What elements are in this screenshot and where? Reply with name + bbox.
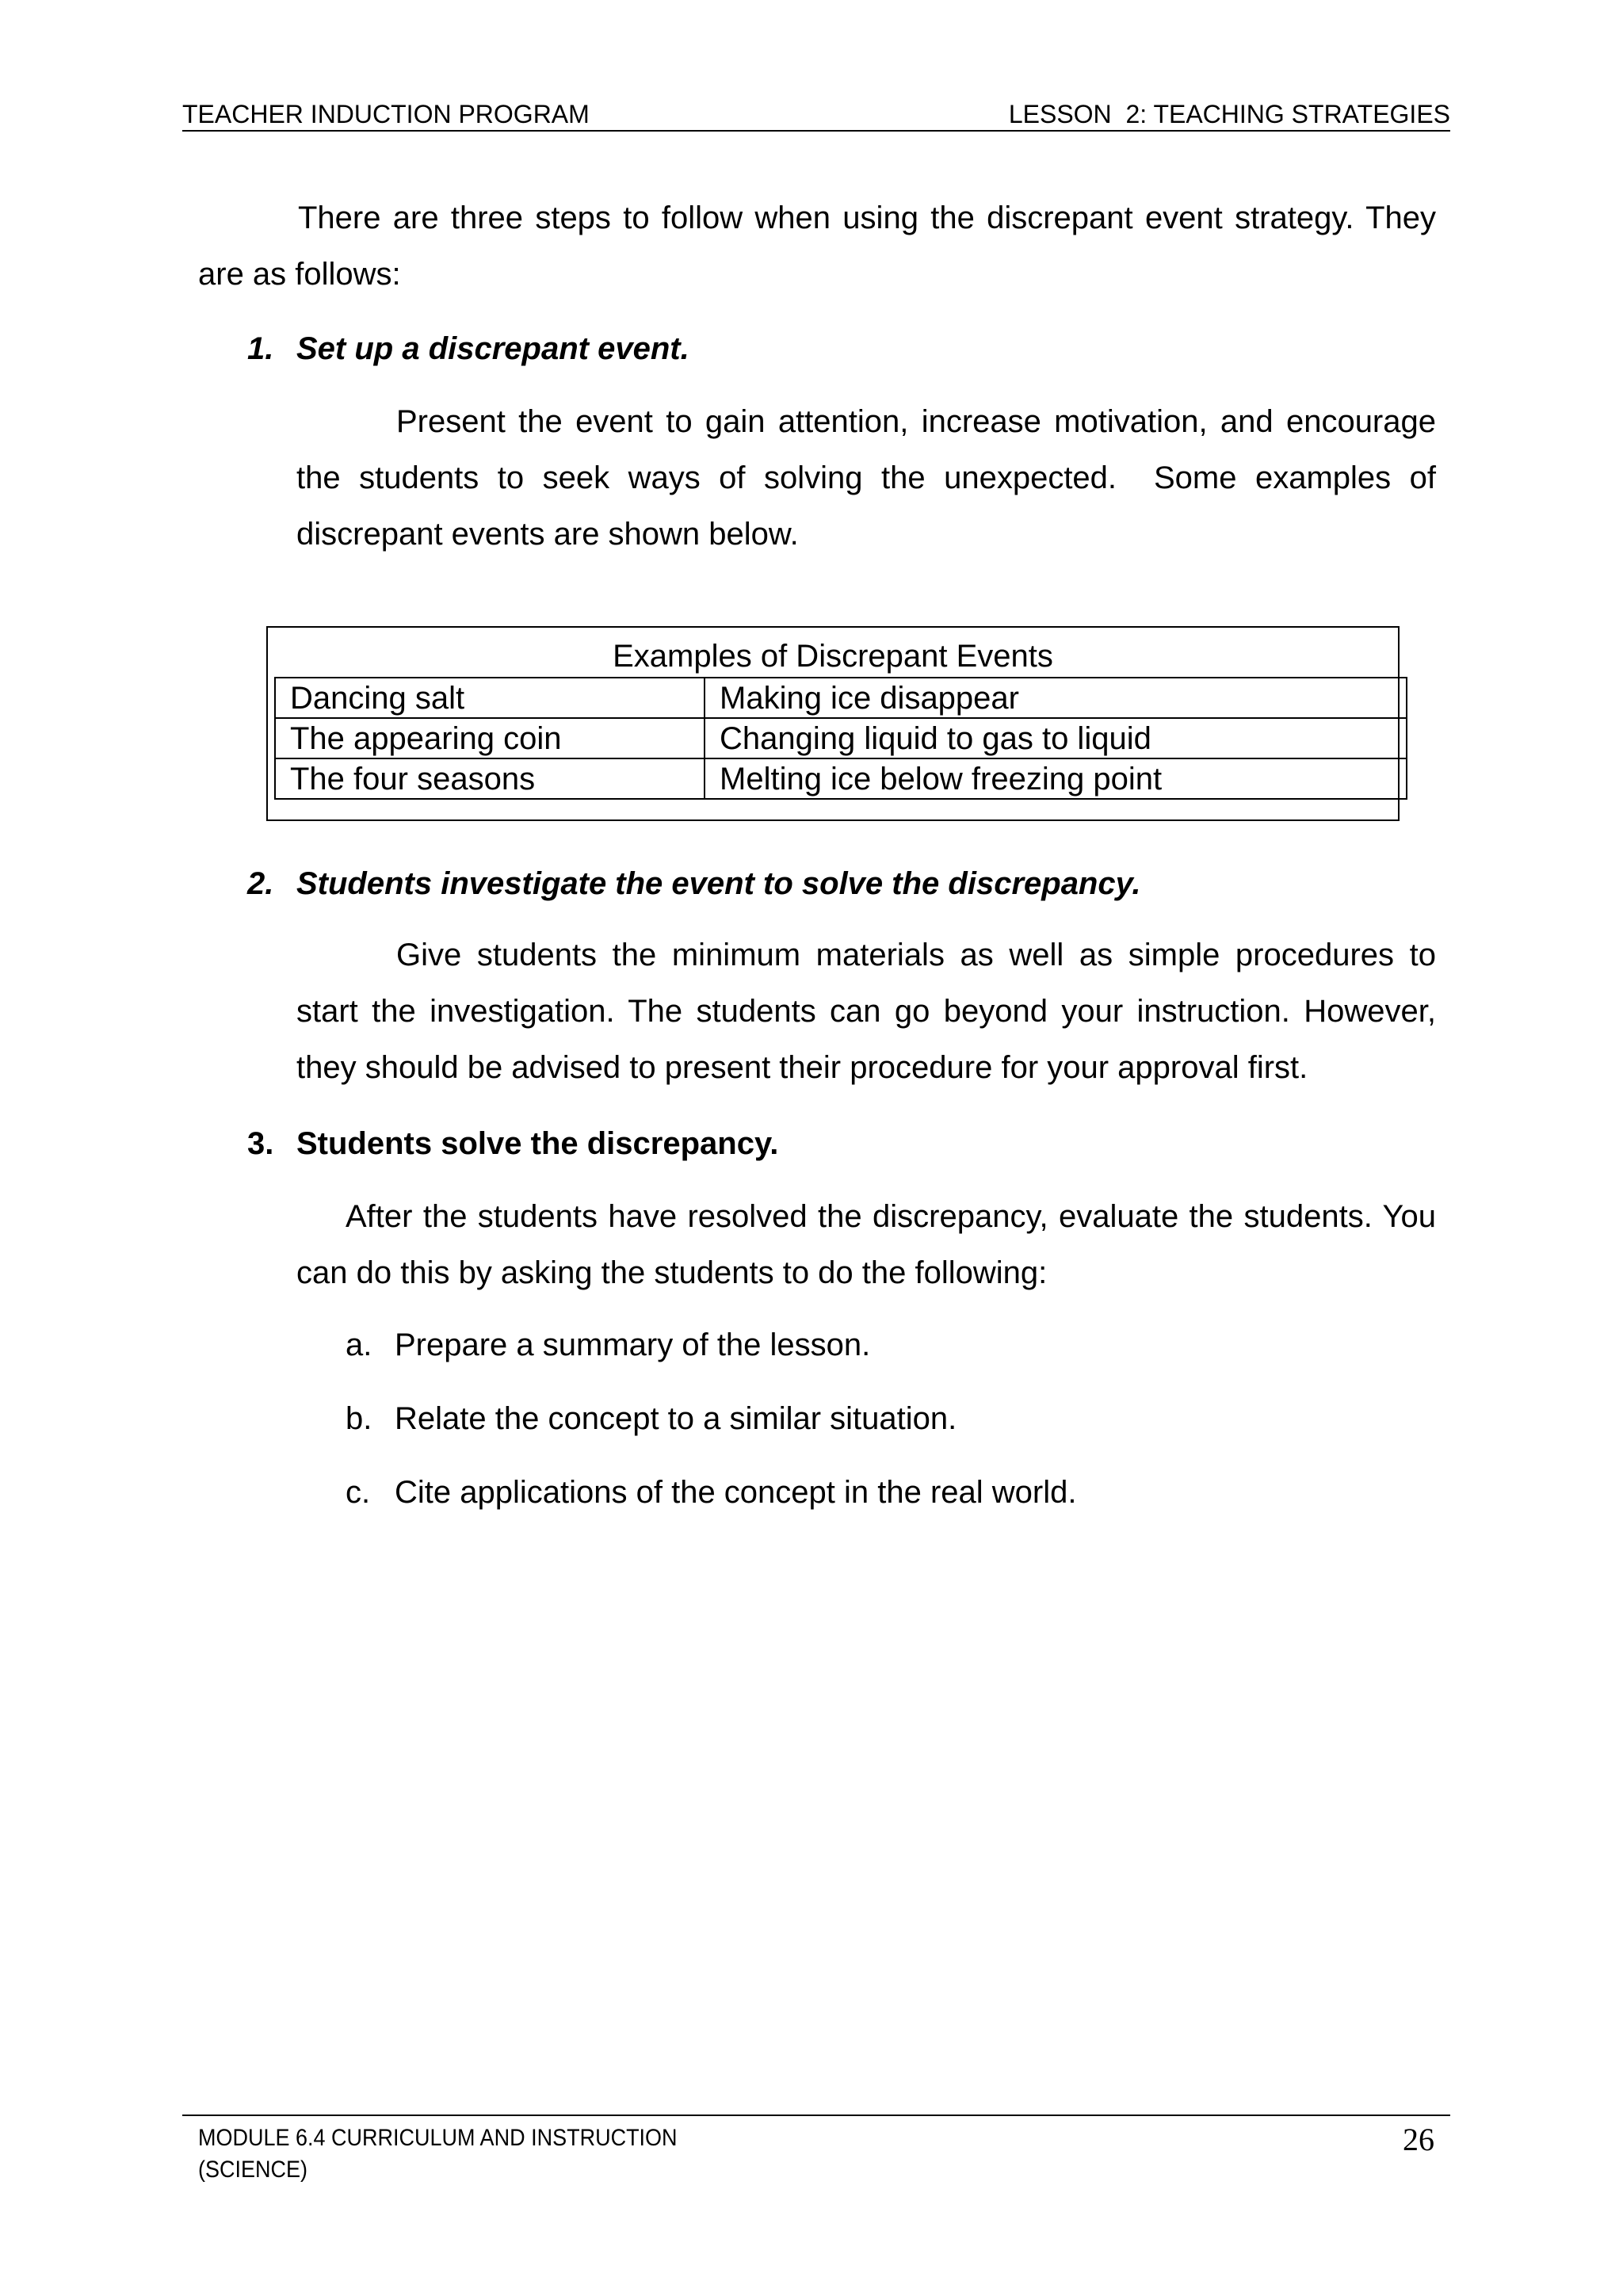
table-cell: Changing liquid to gas to liquid [705, 718, 1407, 758]
events-grid [274, 677, 1407, 800]
header-lesson-title: LESSON 2: TEACHING STRATEGIES [1008, 100, 1450, 128]
page-number: 26 [1403, 2122, 1434, 2157]
table-cell: Dancing salt [275, 678, 705, 718]
footer-line-1: MODULE 6.4 CURRICULUM AND INSTRUCTION [198, 2125, 678, 2151]
table-cell: Melting ice below freezing point [705, 758, 1407, 799]
table-cell: The appearing coin [275, 718, 705, 758]
list-text: Cite applications of the concept in the real world. [395, 1475, 1077, 1510]
step-1-body: Present the event to gain attention, increase motivation, and encourage the students to seek ways of solving the unexpected. Some examples of discrepant events are shown below. [296, 404, 1445, 552]
step-number: 2. [247, 866, 274, 901]
table-row [275, 678, 1407, 718]
page-footer [182, 2115, 1450, 2183]
header-program-title: TEACHER INDUCTION PROGRAM [182, 100, 590, 128]
intro-paragraph: There are three steps to follow when using the discrepant event strategy. They are as follows: [198, 201, 1436, 292]
table-cell: The four seasons [275, 758, 705, 799]
list-letter: b. [346, 1401, 372, 1436]
footer-line-2: (SCIENCE) [198, 2157, 308, 2183]
step-title: Students investigate the event to solve the discrepancy. [296, 866, 1141, 901]
list-text: Relate the concept to a similar situation. [395, 1401, 957, 1436]
step-title: Students solve the discrepancy. [296, 1126, 779, 1161]
list-letter: a. [346, 1328, 372, 1362]
list-letter: c. [346, 1475, 371, 1510]
table-cell: Making ice disappear [705, 678, 1407, 718]
step-number: 3. [247, 1126, 274, 1161]
list-text: Prepare a summary of the lesson. [395, 1328, 871, 1362]
page-header [182, 97, 1450, 132]
step-number: 1. [247, 331, 274, 366]
table-caption: Examples of Discrepant Events [613, 639, 1053, 674]
table-row [275, 718, 1407, 758]
footer-module-title [198, 2122, 678, 2186]
table-row [275, 758, 1407, 799]
discrepant-events-table [266, 626, 1400, 821]
step-3-body: After the students have resolved the discrepancy, evaluate the students. You can do this by asking the students to do the following: [296, 1199, 1436, 1290]
step-title: Set up a discrepant event. [296, 331, 689, 366]
step-2-body: Give students the minimum materials as well as simple procedures to start the investigation. The students can go beyond your instruction. However, they should be advised to present their procedure for your approval first. [296, 938, 1436, 1085]
